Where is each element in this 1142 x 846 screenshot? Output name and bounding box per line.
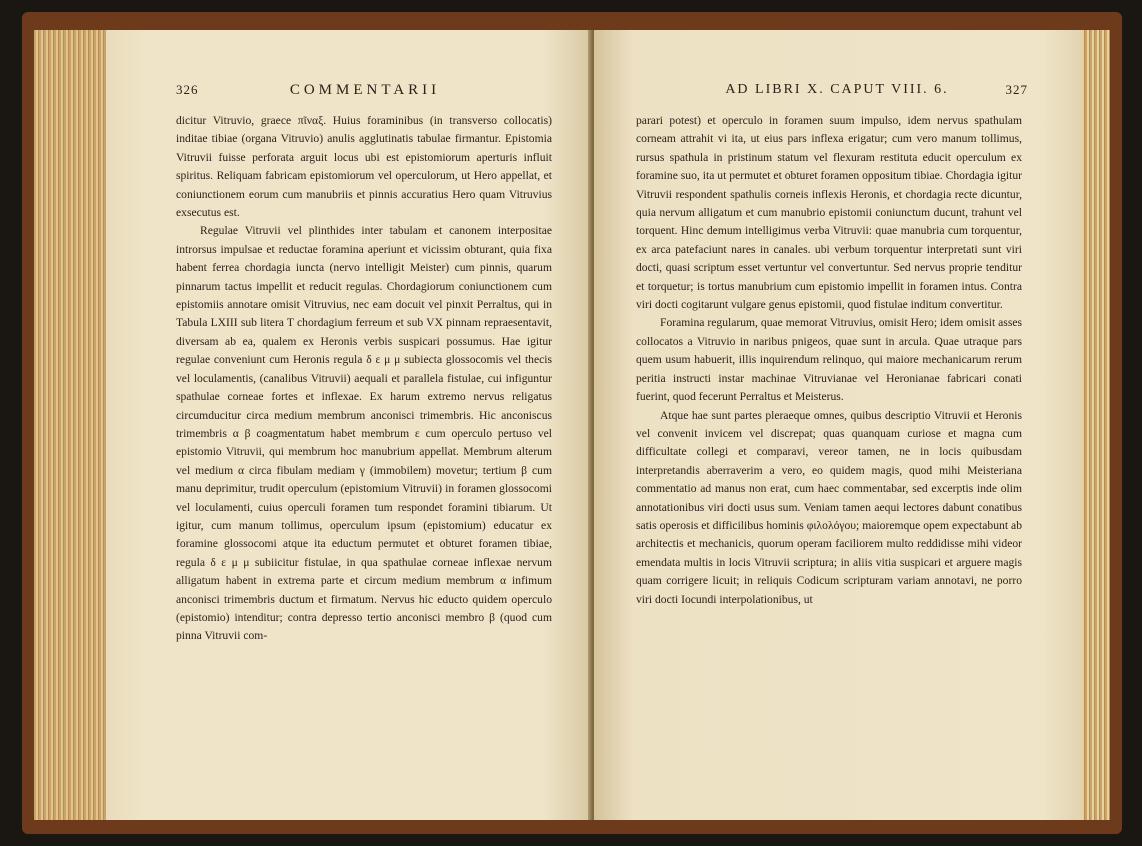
left-page-header xyxy=(176,82,554,104)
paragraph: Regulae Vitruvii vel plinthides inter tabulam et canonem interpositae introrsus impulsae et reductae foramina aperiunt et vicissim obturant, quia fixa habent ferrea chordagia iuncta (nervo intelligit Meister) cum pinnis, quarum pinnarum tactus impellit et reducit regulas. Chordagiorum coniunctionem cum epistomiis annotare omisit Vitruvius, nec eam docuit vel pinxit Perraltus, qui in Tabula LXIII sub litera T chordagium ferreum et sub VX pinnam repraesentavit, diversam ab ea, qualem ex Heronis verbis suspicari possumus. Hae igitur regulae conveniunt cum Heronis regula δ ε μ μ subiecta glossocomis vel thecis vel loculamentis, (canalibus Vitruvii) aequali et parallela fistulae, cui infiguntur spathulae corneae fortes et inflexae. Ex harum extremo nervus religatus circumducitur circa medium membrum anconisci trimembris. Hic anconiscus trimembris α β coagmentatum habet membrum ε cum operculo pertuso vel epistomio Vitruvii, qui membrum hoc manubrium appellat. Membrum alterum vel medium α circa fibulam mediam γ (immobilem) movetur; tertium β cum manu deprimitur, trudit operculum (epistomium Vitruvii) in foramen glossocomi vel loculamenti, cuius operculi foramen tum respondet foramini tibiarum. Ut igitur, cum manum tollimus, operculum ipsum (epistomium) educatur ex foramine glossocomi atque ita eductum permutet et obturet foramen tibiae, regula δ ε μ μ subiicitur fistulae, in qua spathulae corneae inflexae nervum alligatum habent in extrema parte et circum medium membrum α infimum anconisci trimembris ductum et firmatum. Nervus hic educto quidem operculo (epistomio) intenditur; contra depresso tertio anconisci membro β (quod cum pinna Vitruvii com- xyxy=(176,224,552,643)
left-page-text xyxy=(176,112,552,646)
paragraph: parari potest) et operculo in foramen suum impulso, idem nervus spathulam corneam attrahit vi ita, ut eius pars inflexa erigatur; cum vero manum tollimus, rursus spathula in pristinum statum vel flexuram restituta educit operculum ex foramine suo, ita ut permutet et obturet foramen oppositum tibiae. Chordagia igitur Vitruvii respondent spathulis corneis inflexis Heronis, et chordagia recte dicuntur, quia nervum alligatum et cum manubrio epistomii coniunctum ducunt, trahunt vel torquent. Hinc demum intelligimus verba Vitruvii: quae manubria cum torquentur, ex arca patefaciunt nares in canales. ubi verbum torquentur interpretati sunt viri docti, quasi scriptum esset vertuntur vel convertuntur. Sed nervus proprie tenditur et torquetur; is tortus manubrium cum epistomio impellit in foramen intus. Contra viri docti cogitarunt vulgare genus epistomii, quod fistulae inditum convertitur. xyxy=(636,114,1022,312)
open-book xyxy=(22,12,1122,834)
paragraph: dicitur Vitruvio, graece πῖναξ. Huius foraminibus (in transverso collocatis) inditae tibiae (organa Vitruvio) anulis agglutinatis tabulae firmantur. Epistomia Vitruvii fuisse perforata arguit locus ubi est epistomiorum aperturis influit spiritus. Reliquam fabricam epistomiorum vel operculorum, ut Hero appellat, et coniunctionem eorum cum manubriis et pinnis accuratius Hero quam Vitruvius exsecutus est. xyxy=(176,114,552,220)
left-running-head: COMMENTARII xyxy=(289,82,441,98)
right-running-head: AD LIBRI X. CAPUT VIII. 6. xyxy=(725,82,949,97)
left-page xyxy=(106,30,592,820)
right-page xyxy=(594,30,1082,820)
page-edges-left xyxy=(34,30,116,820)
right-page-text xyxy=(636,112,1022,609)
right-page-number: 327 xyxy=(1005,82,1028,97)
right-page-header xyxy=(646,82,1028,104)
left-page-number: 326 xyxy=(176,82,199,97)
paragraph: Atque hae sunt partes pleraeque omnes, quibus descriptio Vitruvii et Heronis vel convenit invicem vel discrepat; quas quanquam curiose et magna cum difficultate collegi et comparavi, vereor tamen, ne in locis quibusdam interpretandis aberraverim a vero, eo quidem magis, quod mihi Meisteriana commentatio ad manus non erat, cum haec commentabar, sed excerptis inde olim annotationibus viri docti usus sum. Veniam tamen aequi lectores dabunt conatibus satis operosis et difficilibus hominis φιλολόγου; maioremque opem expectabunt ab architectis et mechanicis, quorum operam faciliorem multo reddidisse mihi videor emendata multis in locis Vitruvii scriptura; in aliis vitia suspicari et arguere magis quam corrigere licuit; in reliquis Codicum scripturam variam annotavi, ne porro viri docti Iocundi interpolationibus, ut xyxy=(636,408,1022,606)
paragraph: Foramina regularum, quae memorat Vitruvius, omisit Hero; idem omisit asses collocatos a Vitruvio in naribus pnigeos, quae sunt in arcula. Quae utraque pars quem usum habuerit, illis inquirendum relinquo, qui maiore mechanicarum rerum peritia instructi instar machinae Vitruvianae vel Heronianae fabricari conati fuerint, quod fecerunt Perraltus et Meisterus. xyxy=(636,316,1022,404)
